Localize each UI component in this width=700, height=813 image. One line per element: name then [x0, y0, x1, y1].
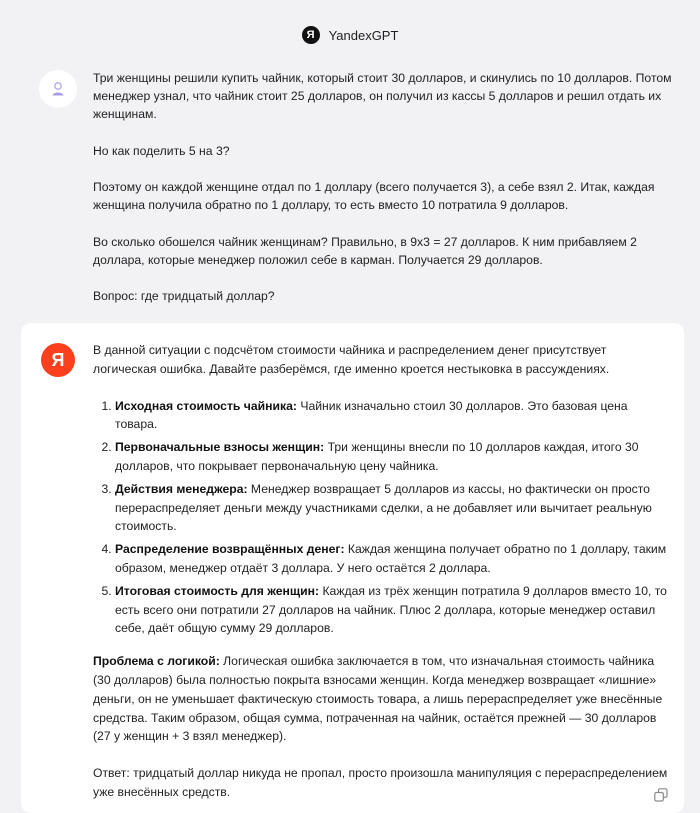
list-item-text: Каждая из трёх женщин потратила 9 долларов вместо 10, то есть всего они потратили 27 долларов на чайник. Плюс 2 доллара, которые менеджер оставил себе, даёт общую сумму 29 долларов. [115, 583, 667, 636]
user-message-paragraph: Три женщины решили купить чайник, который стоит 30 долларов, и скинулись по 10 долларов. Потом менеджер узнал, что чайник стоит 25 долларов, он получил из кассы 5 долларов и решил отдать их женщинам. [93, 71, 672, 122]
list-item-title: Распределение возвращённых денег: [115, 542, 345, 557]
yandex-logo-icon: Я [302, 26, 320, 44]
list-item-text: Менеджер возвращает 5 долларов из кассы, но фактически он просто перераспределяет деньги между участниками сделки, а не добавляет или вычитает реальную стоимость. [115, 481, 652, 534]
list-item [115, 438, 673, 476]
list-item-text: Три женщины внесли по 10 долларов каждая, итого 30 долларов, что покрывает первоначальную цену чайника. [115, 440, 639, 473]
list-item-text: Каждая женщина получает обратно по 1 доллару, таким образом, менеджер отдаёт 3 доллара. У него остаётся 2 доллара. [115, 542, 667, 575]
list-item-title: Первоначальные взносы женщин: [115, 440, 325, 455]
answer-list [93, 397, 673, 639]
answer-conclusion: Ответ: тридцатый доллар никуда не пропал, просто произошла манипуляция с перераспределением уже внесённых средств. [93, 766, 668, 799]
app-title: YandexGPT [328, 27, 399, 43]
chat-header [0, 22, 700, 48]
answer-problem [93, 652, 673, 746]
user-message [93, 69, 673, 324]
list-item [115, 582, 673, 638]
answer-intro: В данной ситуации с подсчётом стоимости чайника и распределением денег присутствует логическая ошибка. Давайте разберёмся, где именно кроется нестыковка в рассуждениях. [93, 343, 610, 376]
list-item-title: Действия менеджера: [115, 481, 248, 496]
user-message-paragraph: Вопрос: где тридцатый доллар? [93, 289, 275, 304]
list-item-title: Исходная стоимость чайника: [115, 398, 297, 413]
copy-icon[interactable] [654, 788, 668, 802]
list-item-title: Итоговая стоимость для женщин: [115, 583, 320, 598]
list-item-text: Чайник изначально стоил 30 долларов. Это базовая цена товара. [115, 398, 628, 432]
user-avatar [39, 70, 77, 108]
yandex-assistant-avatar: Я [41, 343, 75, 377]
problem-title: Проблема с логикой: [93, 654, 220, 669]
problem-text: Логическая ошибка заключается в том, что изначальная стоимость чайника (30 долларов) была полностью покрыта взносами женщин. Когда менеджер возвращает «лишние» деньги, он не уменьшает фактическую стоимость товара, а лишь перераспределяет уже внесённые средства. Таким образом, общая сумма, потраченная на чайник, остаётся прежней — 30 долларов (27 у женщин + 3 взял менеджер). [93, 654, 663, 744]
list-item [115, 480, 673, 536]
user-message-paragraph: Поэтому он каждой женщине отдал по 1 доллару (всего получается 3), а себе взял 2. Итак, каждая женщина получила обратно по 1 доллару, то есть вместо 10 потратила 9 долларов. [93, 180, 655, 213]
list-item [115, 540, 673, 578]
user-icon [51, 81, 65, 97]
user-message-paragraph: Во сколько обошелся чайник женщинам? Правильно, в 9x3 = 27 долларов. К ним прибавляем 2 доллара, которые менеджер положил себе в карман. Получается 29 долларов. [93, 234, 637, 267]
assistant-answer [93, 341, 673, 802]
assistant-answer-card [21, 323, 684, 813]
user-message-paragraph: Но как поделить 5 на 3? [93, 143, 230, 158]
list-item [115, 397, 673, 435]
